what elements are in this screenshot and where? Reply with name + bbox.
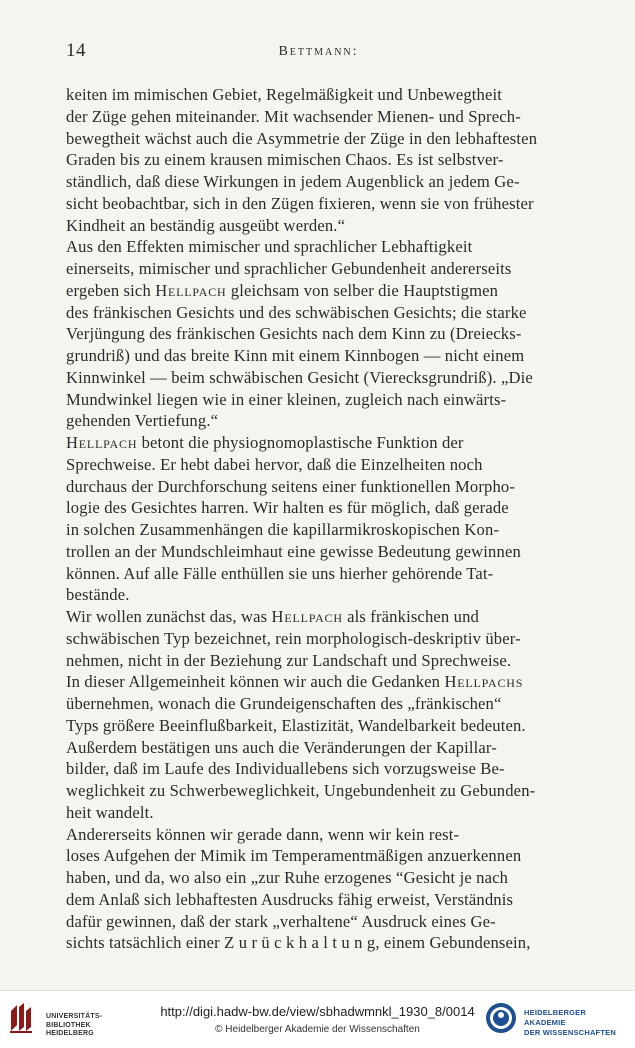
- author-name-hellpachs: Hellpachs: [444, 672, 524, 692]
- hadw-logo[interactable]: [484, 1001, 629, 1037]
- paragraph-2-text-a: Aus den Effekten mimischer und sprachlicher Lebhaftigkeit einerseits, mimischer und sprachlicher Gebundenheit andererseits ergeben sich: [66, 237, 512, 300]
- paragraph-5: Außerdem bestätigen uns auch die Veränderungen der Kapillar- bilder, daß im Laufe des Individuallebens sich vorzugsweise Be- weglichkeit zu Schwerbeweglichkeit, Ungebundenheit zu Gebunden- heit wandelt.: [66, 737, 536, 822]
- page-header: [66, 40, 571, 66]
- page-number: 14: [66, 40, 86, 61]
- author-name-hellpach: Hellpach: [66, 433, 138, 452]
- paragraph-2-text-b: gleichsam von selber die Hauptstigmen des fränkischen Gesichts und des schwäbischen Gesichts; die starke Verjüngung des fränkischen Gesichts nach dem Kinn zu (Dreiecks- grundriß) und das breite Kinn mit einem Kinnbogen — nicht einem Kinnwinkel — beim schwäbischen Gesicht (Vierecksgrundriß). „Die Mundwinkel liegen wie in einer kleinen, zugleich nach einwärts- gehenden Vertiefung.“: [66, 280, 533, 431]
- hadw-logo-text: HEIDELBERGER AKADEMIE DER WISSENSCHAFTEN: [524, 1008, 616, 1037]
- paragraph-3-text: betont die physiognomoplastische Funktion der Sprechweise. Er hebt dabei hervor, daß die Einzelheiten noch durchaus der Durchforschung seitens einer funktionellen Morpho- logie des Gesichtes harren. Wir halten es für möglich, daß gerade in solchen Zusammenhängen die kapillarmikroskopischen Kon- trollen an der Mundschleimhaut eine gewisse Bedeutung gewinnen können. Auf alle Fälle enthüllen sie uns hierher gehörende Tat- bestände.: [66, 433, 521, 605]
- ub-heidelberg-logo-text: UNIVERSITÄTS- BIBLIOTHEK HEIDELBERG: [46, 1013, 103, 1037]
- author-name-hellpach: Hellpach: [271, 607, 343, 626]
- viewer-footer: [0, 990, 635, 1048]
- body-text: [66, 84, 568, 954]
- copyright-notice: © Heidelberger Akademie der Wissenschaften: [215, 1024, 420, 1035]
- paragraph-6: Andererseits können wir gerade dann, wenn wir kein rest- loses Aufgehen der Mimik im Temperamentmäßigen anzuerkennen haben, und da, wo also ein „zur Ruhe erzogenes “Gesicht je nach dem Anlaß sich lebhaftesten Ausdrucks fähig erweist, Verständnis dafür gewinnen, daß der stark „verhaltene“ Ausdruck eines Ge- sichts tatsächlich einer Z u r ü c k h a l t u n g, einem Gebundensein,: [66, 824, 531, 953]
- author-name-hellpach: Hellpach: [155, 280, 227, 300]
- paragraph-1: keiten im mimischen Gebiet, Regelmäßigkeit und Unbewegtheit der Züge gehen miteinander. Mit wachsender Mienen- und Sprech- bewegtheit wächst auch die Asymmetrie der Züge in den lebhaftesten Graden bis zu einem krausen mimischen Chaos. Es ist selbstver- ständlich, daß diese Wirkungen in jedem Augenblick an jedem Ge- sicht beobachtbar, sich in den Zügen fixieren, wenn sie von frühester Kindheit an beständig ausgeübt werden.“: [66, 85, 538, 235]
- hadw-emblem-icon: [484, 1001, 518, 1035]
- paragraph-4: [66, 606, 568, 737]
- paragraph-2: [66, 236, 568, 432]
- paragraph-4-text-b: als fränkischen und schwäbischen Typ bezeichnet, rein morphologisch-deskriptiv über- nehmen, nicht in der Beziehung zur Landschaft und Sprechweise. In dieser Allgemeinheit können wir auch die Gedanken: [66, 607, 521, 692]
- paragraph-4-text-c: übernehmen, wonach die Grundeigenschaften des „fränkischen“ Typs größere Beeinflußbarkeit, Elastizität, Wandelbarkeit bedeuten.: [66, 694, 526, 735]
- paragraph-4-text-a: Wir wollen zunächst das, was: [66, 607, 272, 626]
- running-head: Bettmann:: [278, 44, 359, 59]
- permalink-url[interactable]: http://digi.hadw-bw.de/view/sbhadwmnkl_1930_8/0014: [160, 1004, 475, 1019]
- paragraph-3: [66, 432, 568, 606]
